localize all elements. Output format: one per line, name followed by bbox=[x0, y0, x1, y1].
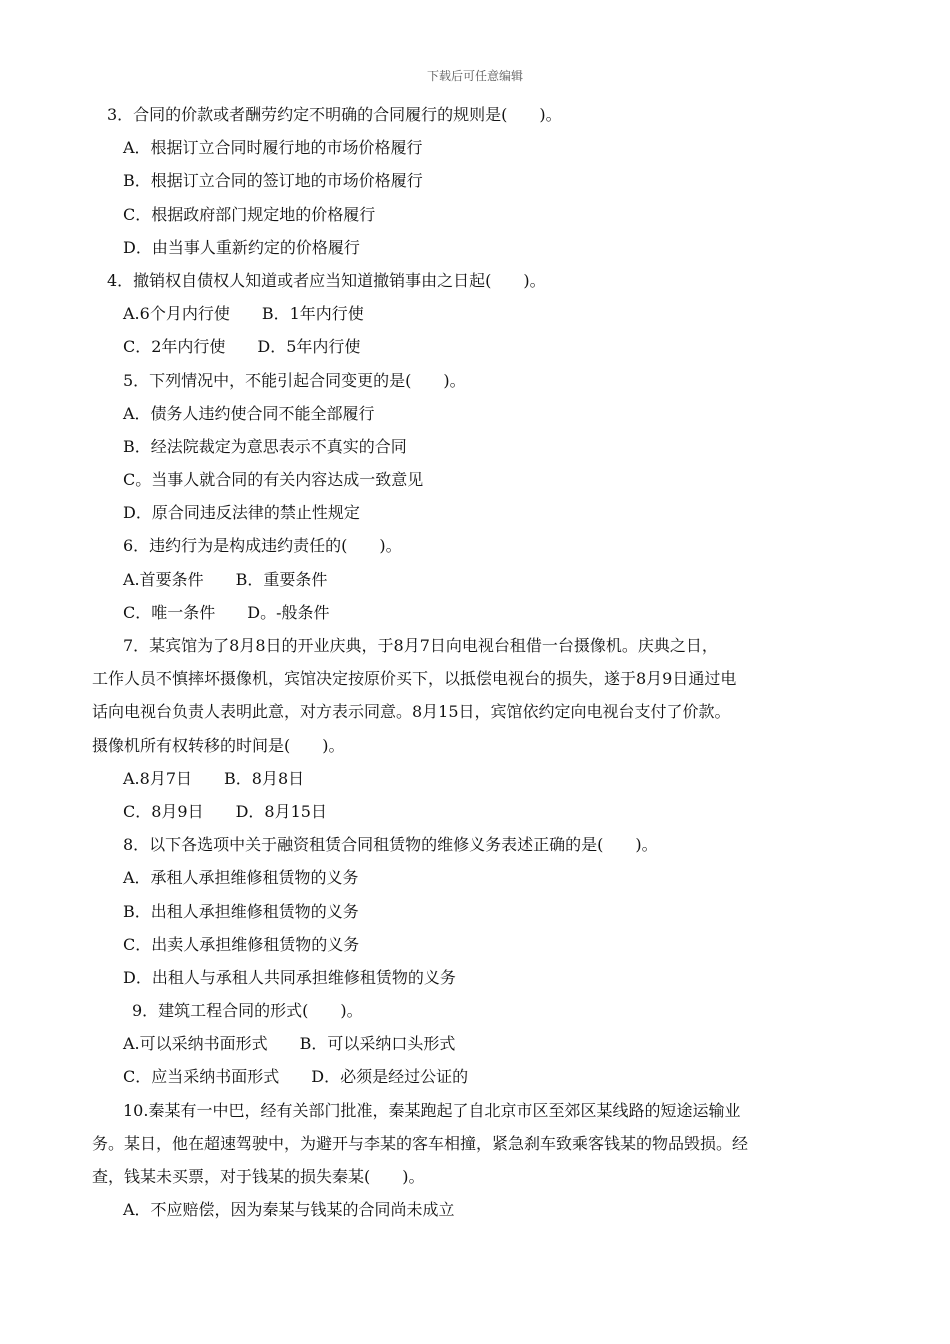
text-line: 9．建筑工程合同的形式( )。 bbox=[132, 1001, 363, 1021]
text-line: A.8月7日 B．8月8日 bbox=[123, 768, 305, 788]
text-line: C．根据政府部门规定地的价格履行 bbox=[123, 204, 376, 224]
text-line: C．2年内行使 D．5年内行使 bbox=[123, 337, 361, 357]
text-line: D．原合同违反法律的禁止性规定 bbox=[123, 503, 360, 523]
text-line: C。当事人就合同的有关内容达成一致意见 bbox=[123, 470, 424, 490]
text-line: C．应当采纳书面形式 D．必须是经过公证的 bbox=[123, 1067, 469, 1087]
text-line: 5．下列情况中，不能引起合同变更的是( )。 bbox=[123, 370, 466, 390]
text-line: A．不应赔偿，因为秦某与钱某的合同尚未成立 bbox=[123, 1200, 455, 1220]
page-header: 下载后可任意编辑 bbox=[426, 69, 523, 83]
text-line: 4．撤销权自债权人知道或者应当知道撤销事由之日起( )。 bbox=[107, 270, 546, 290]
text-line: 话向电视台负责人表明此意，对方表示同意。8月15日，宾馆依约定向电视台支付了价款。 bbox=[92, 702, 731, 722]
text-line: A.6个月内行使 B．1年内行使 bbox=[123, 304, 364, 324]
document-body bbox=[92, 98, 792, 1226]
text-line: B．根据订立合同的签订地的市场价格履行 bbox=[123, 171, 423, 191]
text-line: C．唯一条件 D。-般条件 bbox=[123, 602, 330, 622]
text-line: 3．合同的价款或者酬劳约定不明确的合同履行的规则是( )。 bbox=[107, 105, 562, 124]
text-line: C．出卖人承担维修租赁物的义务 bbox=[123, 934, 360, 954]
text-line: 10.秦某有一中巴，经有关部门批准，秦某跑起了自北京市区至郊区某线路的短途运输业 bbox=[123, 1100, 741, 1120]
text-line: A.可以采纳书面形式 B．可以采纳口头形式 bbox=[123, 1034, 456, 1054]
text-line: 工作人员不慎摔坏摄像机，宾馆决定按原价买下，以抵偿电视台的损失，遂于8月9日通过电 bbox=[92, 669, 737, 689]
text-line: 摄像机所有权转移的时间是( )。 bbox=[92, 735, 345, 755]
text-line: 务。某日，他在超速驾驶中，为避开与李某的客车相撞，紧急刹车致乘客钱某的物品毁损。经 bbox=[92, 1133, 749, 1153]
text-line: A．根据订立合同时履行地的市场价格履行 bbox=[123, 138, 423, 158]
text-line: 7．某宾馆为了8月8日的开业庆典，于8月7日向电视台租借一台摄像机。庆典之日， bbox=[123, 636, 718, 655]
text-line: D．出租人与承租人共同承担维修租赁物的义务 bbox=[123, 967, 456, 987]
text-line: C．8月9日 D．8月15日 bbox=[123, 801, 327, 821]
text-line: 查，钱某未买票，对于钱某的损失秦某( )。 bbox=[92, 1167, 425, 1186]
text-line: D．由当事人重新约定的价格履行 bbox=[123, 237, 360, 257]
text-line: 8．以下各选项中关于融资租赁合同租赁物的维修义务表述正确的是( )。 bbox=[123, 835, 658, 855]
text-line: B．出租人承担维修租赁物的义务 bbox=[123, 901, 359, 921]
text-line: A．承租人承担维修租赁物的义务 bbox=[123, 868, 359, 888]
text-line: A.首要条件 B．重要条件 bbox=[123, 569, 328, 589]
text-line: 6．违约行为是构成违约责任的( )。 bbox=[123, 536, 402, 556]
text-line: A．债务人违约使合同不能全部履行 bbox=[123, 403, 375, 423]
text-line: B．经法院裁定为意思表示不真实的合同 bbox=[123, 436, 407, 456]
